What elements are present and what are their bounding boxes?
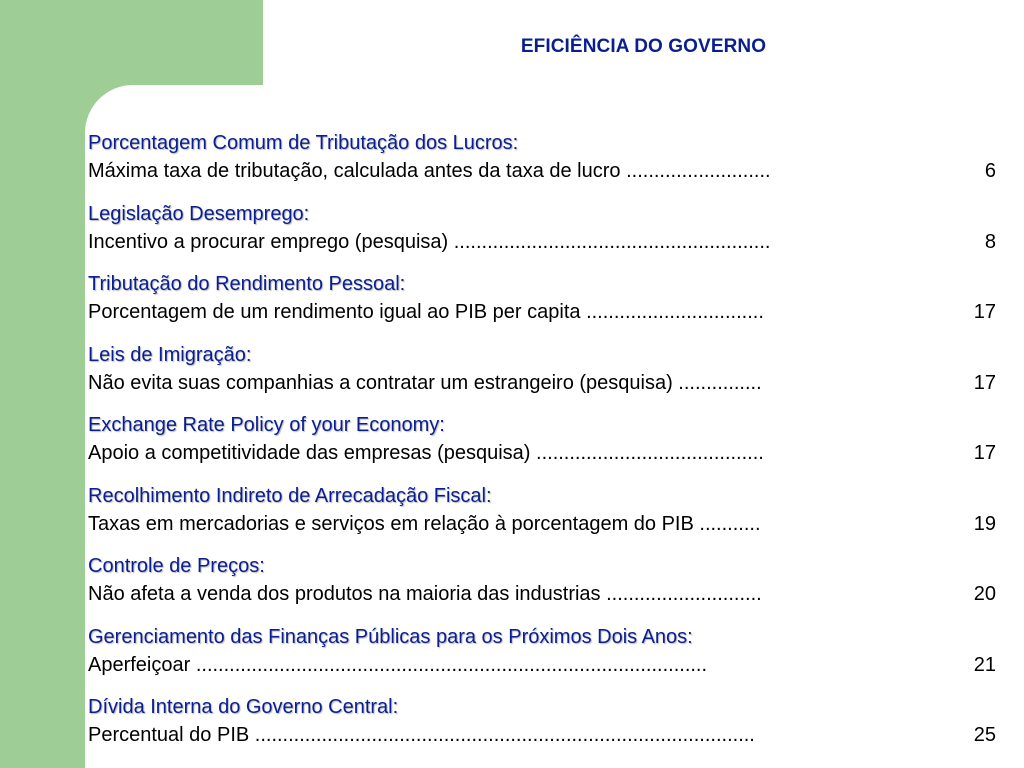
item-description: Incentivo a procurar emprego (pesquisa) ......................................................... [88, 230, 771, 253]
item-page-number: 25 [973, 724, 996, 746]
list-item [88, 340, 996, 411]
page-title: EFICIÊNCIA DO GOVERNO [520, 36, 767, 57]
item-heading: Dívida Interna do Governo Central: [88, 696, 399, 718]
item-page-number: 17 [973, 301, 996, 323]
item-description: Máxima taxa de tributação, calculada antes da taxa de lucro .......................... [88, 160, 771, 182]
contents-list [88, 128, 996, 763]
list-item [88, 692, 996, 763]
item-line [88, 581, 996, 607]
item-line [88, 370, 996, 396]
list-item [88, 622, 996, 693]
list-item [88, 128, 996, 199]
item-description: Porcentagem de um rendimento igual ao PIB per capita ................................ [88, 301, 764, 323]
item-heading: Legislação Desemprego: [88, 202, 310, 225]
item-description: Taxas em mercadorias e serviços em relação à porcentagem do PIB ........... [88, 512, 761, 535]
item-line [88, 722, 996, 748]
list-item [88, 410, 996, 481]
item-description: Percentual do PIB .......................................................................................... [88, 724, 755, 746]
item-page-number: 17 [973, 371, 996, 394]
item-description: Não evita suas companhias a contratar um estrangeiro (pesquisa) ............... [88, 371, 762, 394]
item-page-number: 8 [984, 230, 996, 253]
item-heading: Leis de Imigração: [88, 343, 252, 366]
list-item [88, 551, 996, 622]
item-page-number: 19 [973, 512, 996, 535]
list-item [88, 199, 996, 270]
list-item [88, 481, 996, 552]
item-line [88, 229, 996, 255]
item-heading: Recolhimento Indireto de Arrecadação Fiscal: [88, 484, 492, 507]
item-line [88, 158, 996, 184]
item-page-number: 17 [973, 442, 996, 464]
item-page-number: 21 [973, 653, 996, 676]
item-description: Aperfeiçoar ............................................................................................ [88, 653, 708, 676]
item-heading: Gerenciamento das Finanças Públicas para os Próximos Dois Anos: [88, 625, 693, 648]
item-page-number: 6 [984, 160, 996, 182]
item-heading: Exchange Rate Policy of your Economy: [88, 414, 445, 436]
list-item [88, 269, 996, 340]
item-line [88, 440, 996, 466]
item-description: Não afeta a venda dos produtos na maioria das industrias ............................ [88, 583, 762, 605]
item-heading: Controle de Preços: [88, 555, 265, 577]
item-line [88, 299, 996, 325]
item-line [88, 652, 996, 678]
item-description: Apoio a competitividade das empresas (pesquisa) ......................................... [88, 442, 764, 464]
item-page-number: 20 [973, 583, 996, 605]
item-heading: Porcentagem Comum de Tributação dos Lucros: [88, 132, 519, 154]
item-line [88, 511, 996, 537]
item-heading: Tributação do Rendimento Pessoal: [88, 273, 406, 295]
